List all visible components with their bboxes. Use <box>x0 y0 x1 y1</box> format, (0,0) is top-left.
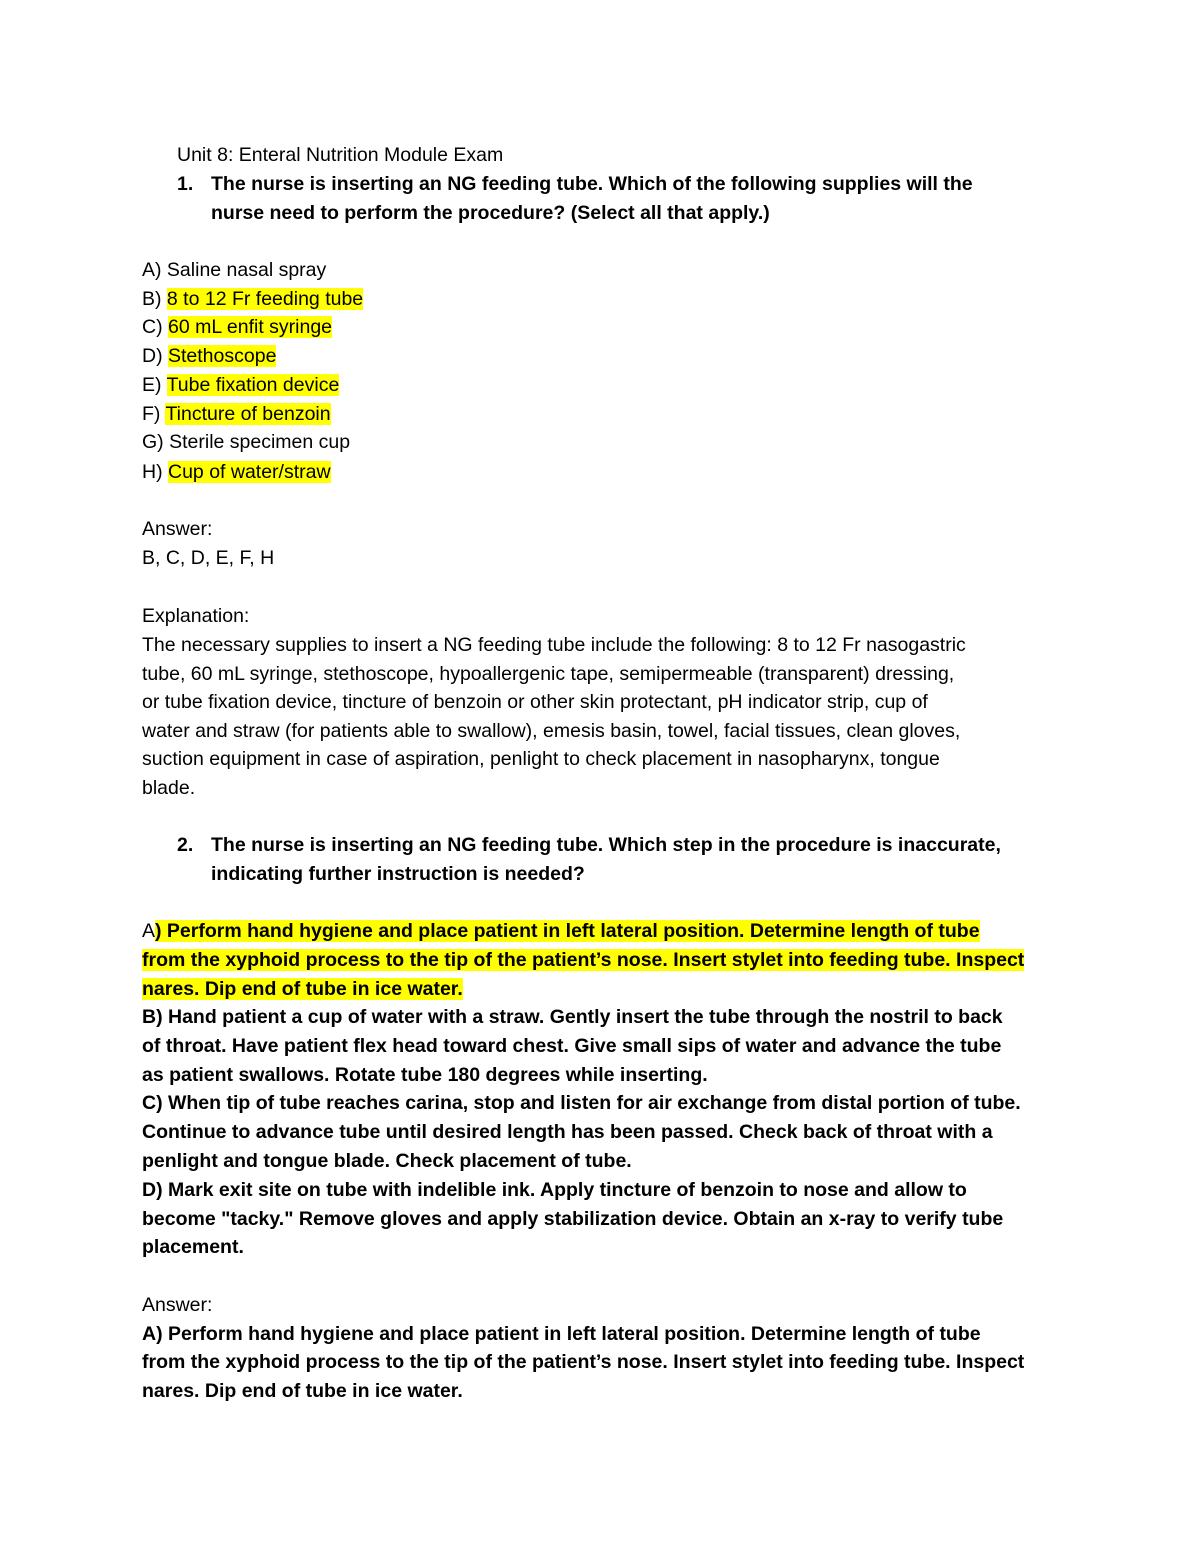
q1-explanation-line-3: or tube fixation device, tincture of benzoin or other skin protectant, pH indicator strip, cup of <box>142 691 928 713</box>
option-prefix: B) <box>142 288 167 310</box>
q2-option-b-line-1: B) Hand patient a cup of water with a straw. Gently insert the tube through the nostril to back <box>142 1006 1003 1028</box>
option-prefix: H) <box>142 461 168 483</box>
q1-explanation-line-6: blade. <box>142 777 196 799</box>
option-text-highlighted: 60 mL enfit syringe <box>168 316 333 338</box>
q2-answer-line-3: nares. Dip end of tube in ice water. <box>142 1380 463 1402</box>
option-text-highlighted: nares. Dip end of tube in ice water. <box>142 978 463 1000</box>
q1-explanation-line-1: The necessary supplies to insert a NG feeding tube include the following: 8 to 12 Fr nasogastric <box>142 634 966 656</box>
q2-text-line-2: indicating further instruction is needed? <box>211 863 585 885</box>
q1-explanation-label: Explanation: <box>142 605 250 627</box>
q2-text-line-1: The nurse is inserting an NG feeding tube. Which step in the procedure is inaccurate, <box>211 834 1001 856</box>
q1-text-line-2: nurse need to perform the procedure? (Select all that apply.) <box>211 202 770 224</box>
option-text: Saline nasal spray <box>166 259 327 281</box>
option-text-highlighted: Cup of water/straw <box>168 461 331 483</box>
q1-option-e <box>142 371 339 400</box>
q1-option-a <box>142 256 326 285</box>
q2-number: 2. <box>177 834 194 856</box>
q2-answer-label: Answer: <box>142 1294 213 1316</box>
q1-answer: B, C, D, E, F, H <box>142 547 275 569</box>
option-text-highlighted: ) Perform hand hygiene and place patient in left lateral position. Determine length of tube <box>155 920 980 942</box>
q2-option-a-line-1 <box>142 917 980 946</box>
option-prefix: A) <box>142 259 167 281</box>
q1-explanation-line-5: suction equipment in case of aspiration, penlight to check placement in nasopharynx, tongue <box>142 748 940 770</box>
option-text-highlighted: Stethoscope <box>168 345 277 367</box>
option-text-highlighted: 8 to 12 Fr feeding tube <box>166 288 364 310</box>
option-prefix: A <box>142 920 156 942</box>
q2-option-d-line-3: placement. <box>142 1236 244 1258</box>
option-prefix: G) <box>142 431 170 453</box>
q1-option-d <box>142 342 276 371</box>
q2-option-c-line-2: Continue to advance tube until desired length has been passed. Check back of throat with a <box>142 1121 993 1143</box>
q1-explanation-line-2: tube, 60 mL syringe, stethoscope, hypoallergenic tape, semipermeable (transparent) dressing, <box>142 663 955 685</box>
q2-option-d-line-2: become "tacky." Remove gloves and apply stabilization device. Obtain an x-ray to verify tube <box>142 1208 1004 1230</box>
q1-option-f <box>142 400 331 429</box>
q2-option-b-line-3: as patient swallows. Rotate tube 180 degrees while inserting. <box>142 1064 708 1086</box>
option-text-highlighted: Tube fixation device <box>166 374 340 396</box>
q2-answer-line-2: from the xyphoid process to the tip of the patient’s nose. Insert stylet into feeding tube. Inspect <box>142 1351 1025 1373</box>
q1-number: 1. <box>177 173 194 195</box>
q1-explanation-line-4: water and straw (for patients able to swallow), emesis basin, towel, facial tissues, clean gloves, <box>142 720 961 742</box>
option-text-highlighted: from the xyphoid process to the tip of the patient’s nose. Insert stylet into feeding tube. Inspect <box>142 949 1025 971</box>
q1-text-line-1: The nurse is inserting an NG feeding tube. Which of the following supplies will the <box>211 173 973 195</box>
option-prefix: D) <box>142 345 168 367</box>
q2-option-c-line-1: C) When tip of tube reaches carina, stop and listen for air exchange from distal portion of tube. <box>142 1092 1021 1114</box>
option-prefix: C) <box>142 316 168 338</box>
q1-option-g <box>142 428 350 457</box>
q2-option-a-line-3 <box>142 975 463 1004</box>
document-title: Unit 8: Enteral Nutrition Module Exam <box>177 144 504 166</box>
q1-option-c <box>142 313 332 342</box>
q1-answer-label: Answer: <box>142 518 213 540</box>
option-text-highlighted: Tincture of benzoin <box>165 403 331 425</box>
q2-option-b-line-2: of throat. Have patient flex head toward chest. Give small sips of water and advance the tube <box>142 1035 1002 1057</box>
q1-option-h <box>142 458 331 487</box>
q2-option-a-line-2 <box>142 946 1024 975</box>
option-prefix: E) <box>142 374 167 396</box>
q2-answer-line-1: A) Perform hand hygiene and place patient in left lateral position. Determine length of tube <box>142 1323 981 1345</box>
option-prefix: F) <box>142 403 166 425</box>
q2-option-d-line-1: D) Mark exit site on tube with indelible ink. Apply tincture of benzoin to nose and allow to <box>142 1179 967 1201</box>
option-text: Sterile specimen cup <box>169 431 351 453</box>
q1-option-b <box>142 285 363 314</box>
q2-option-c-line-3: penlight and tongue blade. Check placement of tube. <box>142 1150 632 1172</box>
